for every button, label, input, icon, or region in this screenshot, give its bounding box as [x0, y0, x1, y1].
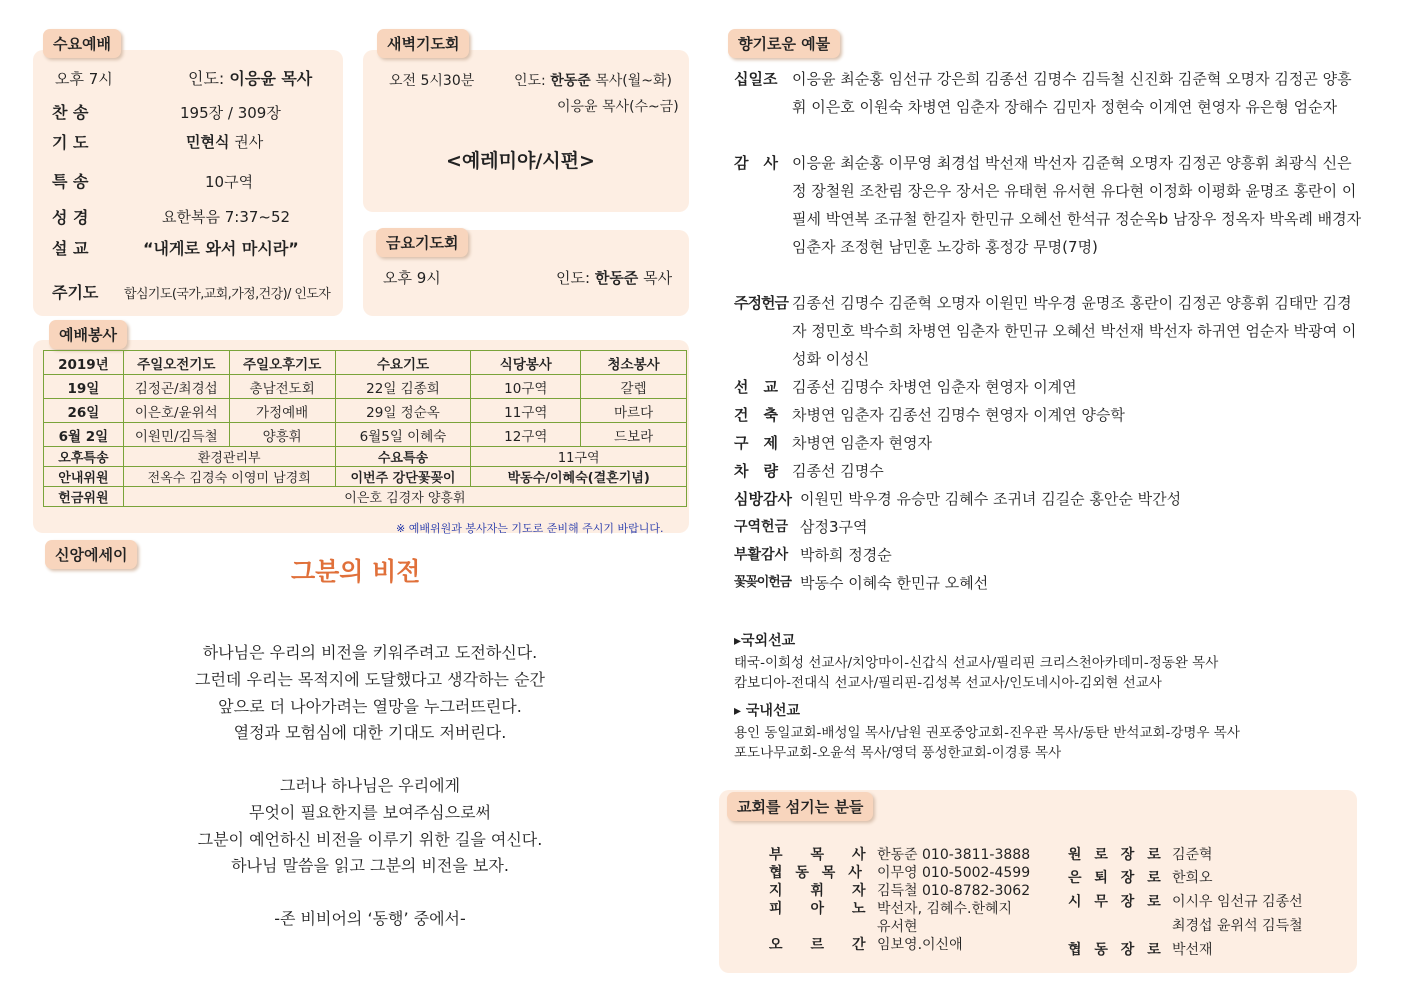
offering-label: 감 사	[734, 154, 778, 172]
table-cell: 안내위원	[44, 467, 124, 487]
offering-label: 주정헌금	[734, 294, 788, 312]
staff-label: 원 로 장 로	[1068, 847, 1165, 863]
essay-line: 열정과 모험심에 대한 기대도 저버린다.	[233, 723, 507, 742]
table-cell: 수요특송	[335, 447, 471, 467]
table-cell: 이은호 김경자 양흥휘	[123, 487, 686, 507]
friday-leader	[556, 267, 672, 288]
offering-names: 김종선 김명수 김준혁 오명자 이원민 박우경 윤명조 홍란이 김정곤 양흥휘 김태만 김경자 정민호 박수희 차병연 임춘자 한민규 오혜선 박선재 박선자 하귀연 엄순자 박광여 이성화 이성신	[792, 294, 1357, 368]
essay-source: -존 비비어의 ‘동행’ 중에서-	[274, 909, 466, 928]
wednesday-leader-label: 인도:	[188, 69, 225, 88]
wednesday-label-prayer: 기 도	[52, 133, 89, 152]
wednesday-leader	[188, 66, 312, 89]
offering-label: 구역헌금	[734, 519, 789, 535]
essay-line: 그분이 예언하신 비전을 이루기 위한 길을 여신다.	[197, 830, 543, 849]
offering-names: 삼정3구역	[800, 518, 868, 536]
staff-value: 김득철 010-8782-3062	[877, 883, 1031, 899]
table-cell: 환경관리부	[123, 447, 335, 467]
table-row	[44, 375, 687, 399]
offering-row-vehicle	[734, 457, 1362, 485]
table-cell: 오후특송	[44, 447, 124, 467]
service-tag: 예배봉사	[49, 320, 127, 349]
table-cell: 가정예배	[229, 399, 335, 423]
staff-value: 이무영 010-5002-4599	[877, 865, 1031, 881]
offering-names: 이원민 박우경 유승만 김혜수 조귀녀 김길순 홍안순 박간성	[800, 490, 1182, 508]
wednesday-value-hymn: 195장 / 309장	[180, 104, 281, 122]
wednesday-label-hymn: 찬 송	[52, 103, 89, 122]
essay-line: 앞으로 더 나아가려는 열망을 누그러뜨린다.	[218, 697, 522, 716]
domestic-mission-line: 포도나무교회-오윤석 목사/영덕 풍성한교회-이경룡 목사	[734, 745, 1062, 761]
table-cell: 김정곤/최경섭	[123, 375, 229, 399]
offering-names: 박동수 이혜숙 한민규 오혜선	[800, 574, 989, 592]
table-cell: 이번주 강단꽃꽂이	[335, 467, 471, 487]
table-row	[44, 447, 687, 467]
staff-value: 최경섭 윤위석 김득철	[1172, 918, 1303, 934]
table-cell: 11구역	[471, 399, 581, 423]
foreign-mission-title: ▸국외선교	[734, 633, 796, 649]
offering-row-weekly	[734, 289, 1362, 373]
table-cell: 갈렙	[581, 375, 687, 399]
offering-label: 꽃꽂이헌금	[734, 575, 791, 590]
offering-label: 차 량	[734, 462, 778, 480]
wednesday-label-sermon: 설 교	[52, 239, 89, 258]
dawn-leader-label: 인도:	[514, 73, 546, 89]
dawn-leader1-name: 한동준	[550, 73, 591, 89]
table-cell: 이원민/김득철	[123, 423, 229, 447]
offering-names: 박하희 정경순	[800, 546, 892, 564]
friday-leader-name: 한동준	[594, 269, 639, 287]
table-cell: 박동수/이혜숙(결혼기념)	[471, 467, 687, 487]
table-cell: 드보라	[581, 423, 687, 447]
dawn-time: 오전 5시30분	[389, 73, 475, 89]
offering-names: 김종선 김명수	[792, 462, 884, 480]
staff-label: 피 아 노	[769, 901, 866, 917]
wednesday-value-lords-prayer: 합심기도(국가,교회,가정,건강)/ 인도자	[124, 287, 331, 302]
service-header-cell: 청소봉사	[581, 351, 687, 375]
service-note: ※ 예배위원과 봉사자는 기도로 준비해 주시기 바랍니다.	[396, 522, 664, 535]
essay-line: 하나님은 우리의 비전을 키워주려고 도전하신다.	[202, 643, 538, 662]
wednesday-value-prayer	[186, 131, 263, 152]
offering-row-district	[734, 513, 1370, 541]
dawn-leader1-rest: 목사(월~화)	[590, 73, 672, 89]
friday-leader-label: 인도:	[556, 269, 591, 287]
domestic-mission-title: ▸ 국내선교	[734, 703, 800, 719]
table-cell: 6월 2일	[44, 423, 124, 447]
offering-label: 건 축	[734, 406, 778, 424]
essay-title: 그분의 비전	[291, 557, 421, 586]
service-header-cell: 2019년	[44, 351, 124, 375]
service-table	[43, 350, 687, 507]
offering-label: 십일조	[734, 70, 778, 88]
table-cell: 총남전도회	[229, 375, 335, 399]
table-cell: 22일 김종희	[335, 375, 471, 399]
domestic-mission-line: 용인 동일교회-배성일 목사/남원 권포중앙교회-진우관 목사/동탄 반석교회-강명우 목사	[734, 725, 1240, 741]
table-cell: 헌금위원	[44, 487, 124, 507]
offering-row-easter	[734, 541, 1370, 569]
table-cell: 10구역	[471, 375, 581, 399]
staff-value: 유서현	[877, 919, 918, 935]
staff-label: 협 동 장 로	[1068, 942, 1165, 958]
wednesday-value-special: 10구역	[205, 173, 254, 191]
wednesday-leader-name: 이응윤 목사	[229, 69, 313, 88]
service-header-cell: 주일오후기도	[229, 351, 335, 375]
wednesday-prayer-title: 권사	[229, 133, 264, 151]
service-header-cell: 수요기도	[335, 351, 471, 375]
table-cell: 11구역	[471, 447, 687, 467]
staff-tag: 교회를 섬기는 분들	[727, 792, 873, 821]
offering-names: 이응윤 최순홍 임선규 강은희 김종선 김명수 김득철 신진화 김준혁 오명자 김정곤 양흥휘 이은호 이원숙 차병연 임춘자 장해수 김민자 정현숙 이계연 현영자 유은형 엄순자	[792, 70, 1352, 116]
essay-line: 무엇이 필요한지를 보여주심으로써	[248, 803, 491, 822]
offering-names: 차병연 임춘자 김종선 김명수 현영자 이계연 양승학	[792, 406, 1125, 424]
dawn-book: <예레미야/시편>	[446, 150, 595, 172]
friday-time: 오후 9시	[383, 269, 441, 287]
staff-value: 박선자, 김혜수.한혜지	[877, 901, 1013, 917]
staff-value: 김준혁	[1172, 847, 1213, 863]
table-cell: 마르다	[581, 399, 687, 423]
dawn-leader1	[514, 70, 672, 90]
offering-label: 선 교	[734, 378, 778, 396]
table-cell: 26일	[44, 399, 124, 423]
offering-names: 이응윤 최순홍 이무영 최경섭 박선재 박선자 김준혁 오명자 김정곤 양흥휘 최광식 신은정 장철원 조찬림 장은우 장서은 유태현 유서현 유다현 이정화 이평화 윤명조 홍란이 이필세 박연복 조규철 한길자 한민규 오혜선 한석규 정순옥b 남장우 정옥자 박옥례 배경자 임춘자 조정현 남민훈 노강하 홍정강 무명(7명)	[792, 154, 1362, 256]
offering-row-mission	[734, 373, 1362, 401]
staff-value: 이시우 임선규 김종선	[1172, 894, 1303, 910]
wednesday-label-special: 특 송	[52, 172, 89, 191]
foreign-mission-line: 태국-이희성 선교사/치앙마이-신갑식 선교사/필리핀 크리스천아카데미-정동완 목사	[734, 655, 1219, 671]
essay-line: 하나님 말씀을 읽고 그분의 비전을 보자.	[231, 856, 509, 875]
essay-line: 그러나 하나님은 우리에게	[279, 776, 461, 795]
service-table-header	[44, 351, 687, 375]
table-row	[44, 487, 687, 507]
essay-line: 그런데 우리는 목적지에 도달했다고 생각하는 순간	[194, 670, 545, 689]
staff-label: 시 무 장 로	[1068, 894, 1165, 910]
table-cell: 전옥수 김경숙 이영미 남경희	[123, 467, 335, 487]
staff-value: 임보영.이신애	[877, 937, 963, 953]
offerings-tag: 향기로운 예물	[728, 29, 840, 58]
staff-label: 부 목 사	[769, 847, 866, 863]
wednesday-value-sermon: “내게로 와서 마시라”	[143, 239, 299, 258]
service-header-cell: 식당봉사	[471, 351, 581, 375]
table-cell: 29일 정순옥	[335, 399, 471, 423]
offering-names: 김종선 김명수 차병연 임춘자 현영자 이계연	[792, 378, 1077, 396]
offering-label: 심방감사	[734, 490, 792, 508]
table-row	[44, 467, 687, 487]
service-header-cell: 주일오전기도	[123, 351, 229, 375]
staff-label: 지 휘 자	[769, 883, 866, 899]
table-cell: 12구역	[471, 423, 581, 447]
wednesday-value-scripture: 요한복음 7:37~52	[162, 208, 291, 226]
friday-tag: 금요기도회	[376, 228, 468, 257]
table-cell: 양흥휘	[229, 423, 335, 447]
offering-names: 차병연 임춘자 현영자	[792, 434, 932, 452]
staff-label: 협 동 목 사	[769, 865, 866, 881]
essay-tag: 신앙에세이	[45, 540, 137, 569]
offering-row-relief	[734, 429, 1362, 457]
dawn-leader2: 이응윤 목사(수~금)	[557, 99, 679, 115]
friday-leader-rest: 목사	[638, 269, 673, 287]
wednesday-prayer-name: 민현식	[186, 133, 230, 151]
foreign-mission-line: 캄보디아-전대식 선교사/필리핀-김성복 선교사/인도네시아-김외현 선교사	[734, 675, 1162, 691]
offering-row-flowers	[734, 569, 1370, 597]
offering-row-tithe	[734, 65, 1362, 121]
staff-value: 박선재	[1172, 942, 1213, 958]
offering-row-thanks	[734, 149, 1362, 261]
table-row	[44, 423, 687, 447]
staff-value: 한희오	[1172, 870, 1213, 886]
dawn-tag: 새벽기도회	[377, 29, 469, 58]
wednesday-label-scripture: 성 경	[52, 208, 89, 227]
offering-label: 부활감사	[734, 547, 789, 563]
table-cell: 6월5일 이혜숙	[335, 423, 471, 447]
wednesday-time: 오후 7시	[55, 70, 113, 88]
staff-label: 은 퇴 장 로	[1068, 870, 1165, 886]
wednesday-tag: 수요예배	[43, 29, 121, 58]
staff-label: 오 르 간	[769, 937, 866, 953]
offering-row-visit	[734, 485, 1370, 513]
offering-label: 구 제	[734, 434, 778, 452]
offering-row-building	[734, 401, 1362, 429]
wednesday-label-lords-prayer: 주기도	[52, 283, 99, 302]
staff-value: 한동준 010-3811-3888	[877, 847, 1031, 863]
table-cell: 19일	[44, 375, 124, 399]
table-row	[44, 399, 687, 423]
table-cell: 이은호/윤위석	[123, 399, 229, 423]
